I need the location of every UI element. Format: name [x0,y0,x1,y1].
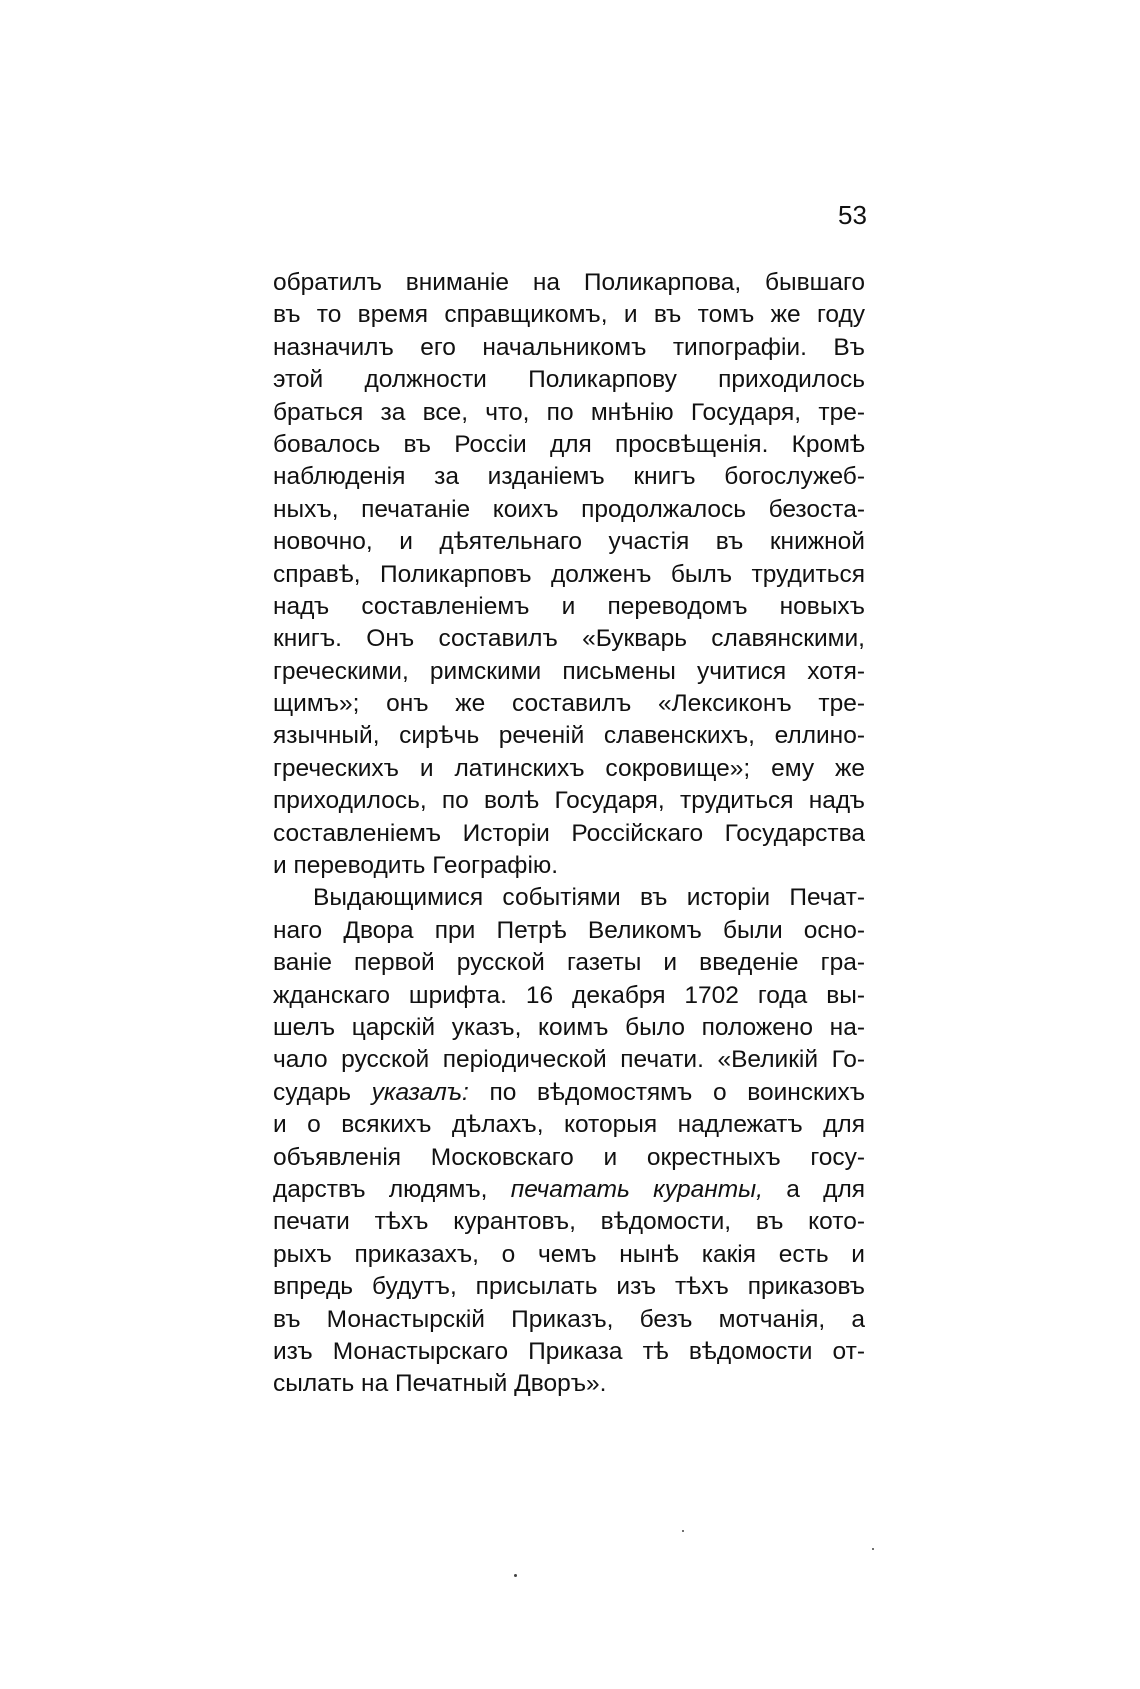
text-line: впредь будутъ, присылать изъ тѣхъ приказовъ [273,1273,865,1301]
scan-speck [514,1574,517,1577]
text-line: браться за все, что, по мнѣнію Государя, тре- [273,398,865,426]
text-line: въ то время справщикомъ, и въ томъ же году [273,301,865,329]
text-segment: сударь [273,1078,351,1106]
text-line: бовалось въ Россіи для просвѣщенія. Кромѣ [273,430,865,458]
text-line: язычный, сирѣчь реченій славенскихъ, еллино- [273,722,865,750]
text-segment: дарствъ людямъ, [273,1175,488,1203]
text-line: и о всякихъ дѣлахъ, которыя надлежатъ для [273,1111,865,1139]
scan-speck [872,1548,874,1550]
text-line [273,1077,865,1109]
text-line: ныхъ, печатаніе коихъ продолжалось безоста- [273,495,865,523]
text-line: шелъ царскій указъ, коимъ было положено на- [273,1013,865,1041]
text-segment: по вѣдомостямъ о воинскихъ [489,1078,866,1106]
text-line [273,1174,865,1206]
text-line: чало русской періодической печати. «Великій Го- [273,1046,865,1074]
text-line: щимъ»; онъ же составилъ «Лексиконъ тре- [273,690,865,718]
text-line: греческими, римскими письмены учитися хотя- [273,657,865,685]
text-line: назначилъ его начальникомъ типографіи. Въ [273,333,865,361]
text-segment: а для [786,1175,866,1203]
text-line: ваніе первой русской газеты и введеніе гра- [273,949,865,977]
text-line: надъ составленіемъ и переводомъ новыхъ [273,592,865,620]
text-line: Выдающимися событіями въ исторіи Печат- [313,884,865,912]
text-line: и переводить Географію. [273,852,559,880]
text-line: сылать на Печатный Дворъ». [273,1370,607,1398]
body-text [273,267,865,1401]
text-line: наго Двора при Петрѣ Великомъ были осно- [273,916,865,944]
scan-speck [682,1530,684,1532]
text-line: рыхъ приказахъ, о чемъ нынѣ какія есть и [273,1240,865,1268]
text-line: книгъ. Онъ составилъ «Букварь славянскими, [273,625,865,653]
text-line: обратилъ вниманіе на Поликарпова, бывшаго [273,269,865,296]
text-line: наблюденія за изданіемъ книгъ богослужеб- [273,463,865,491]
italic-text: печатать куранты, [510,1175,763,1203]
text-line: греческихъ и латинскихъ сокровище»; ему же [273,754,865,782]
text-line: печати тѣхъ курантовъ, вѣдомости, въ кото- [273,1208,865,1236]
text-line: этой должности Поликарпову приходилось [273,366,865,394]
text-line: приходилось, по волѣ Государя, трудиться надъ [273,787,865,815]
italic-text: указалъ: [371,1078,469,1106]
text-line: жданскаго шрифта. 16 декабря 1702 года вы- [273,981,865,1009]
text-line: объявленія Московскаго и окрестныхъ госу- [273,1143,865,1171]
text-line: въ Монастырскій Приказъ, безъ мотчанія, а [273,1305,865,1333]
text-line: изъ Монастырскаго Приказа тѣ вѣдомости от- [273,1337,865,1365]
text-line: составленіемъ Исторіи Россійскаго Государства [273,819,865,847]
text-line: новочно, и дѣятельнаго участія въ книжной [273,528,865,556]
text-line: справѣ, Поликарповъ долженъ былъ трудиться [273,560,865,588]
page-number: 53 [838,200,867,230]
